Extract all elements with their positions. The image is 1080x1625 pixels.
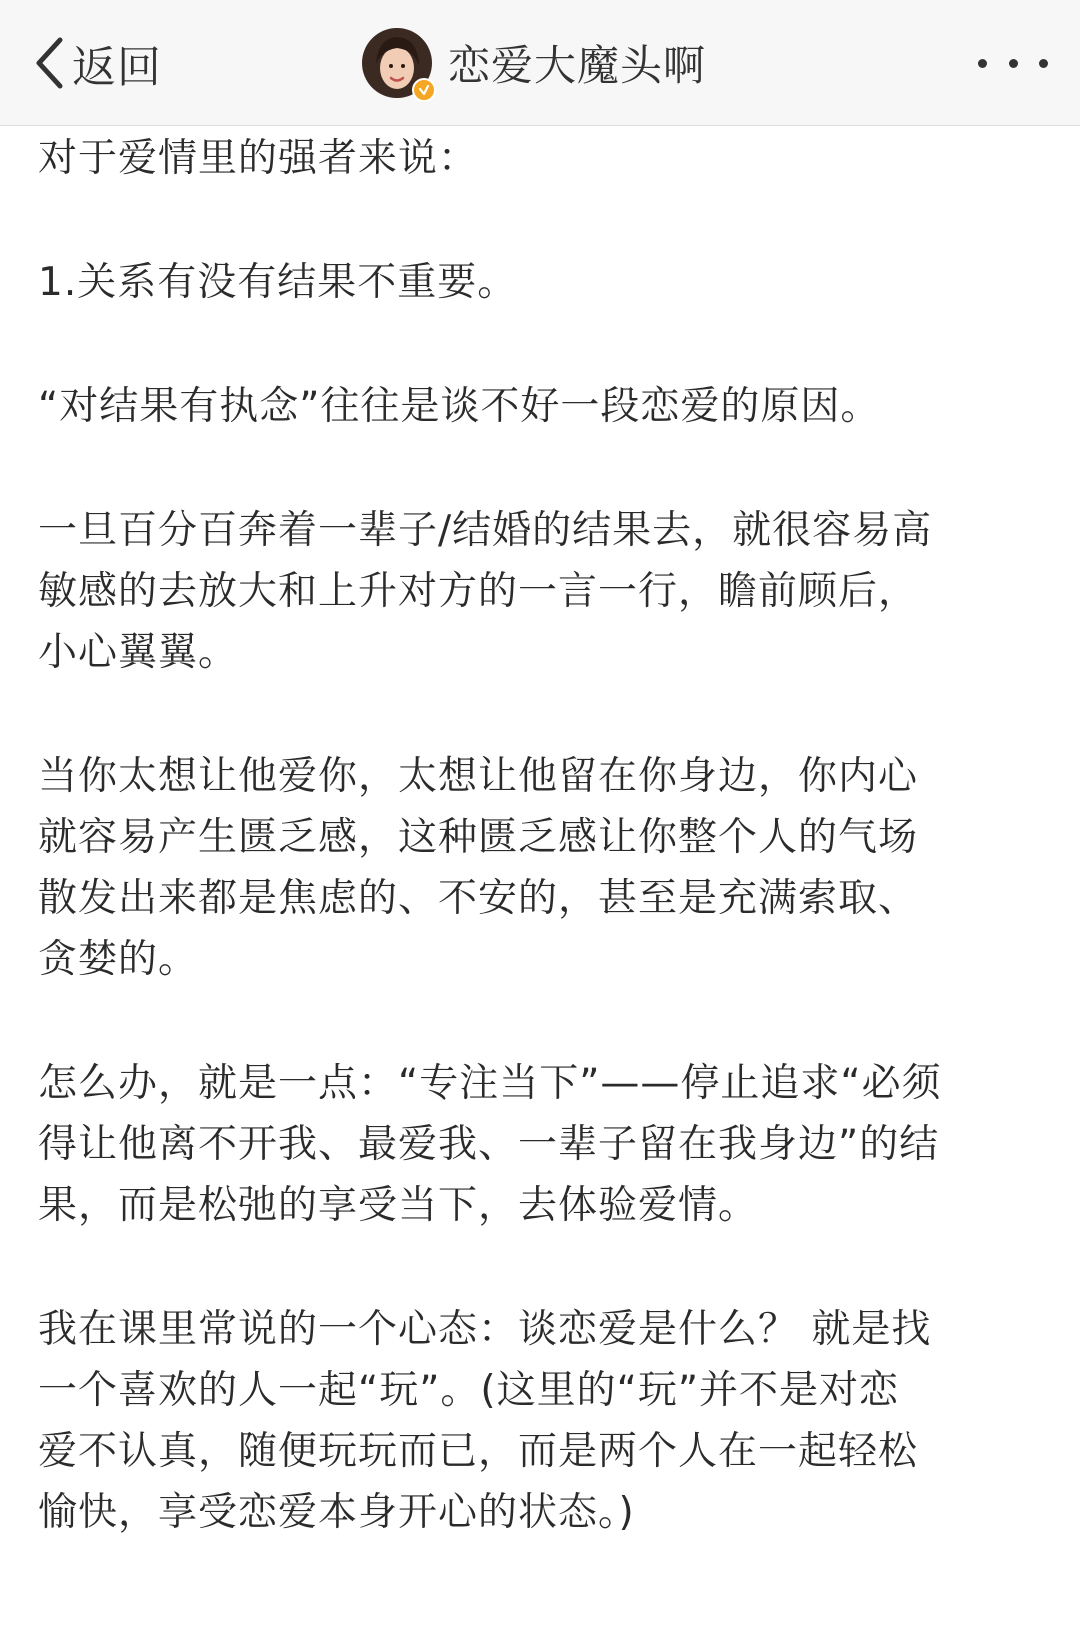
more-dot bbox=[978, 59, 987, 68]
post-paragraph: 1.关系有没有结果不重要。 bbox=[38, 260, 518, 305]
more-options-button[interactable] bbox=[978, 46, 1048, 80]
more-dot bbox=[1039, 59, 1048, 68]
post-paragraph: 当你太想让他爱你，太想让他留在你身边，你内心 就容易产生匮乏感，这种匮乏感让你整个人的气场 散发出来都是焦虑的、不安的，甚至是充满索取、 贪婪的。 bbox=[38, 754, 919, 982]
more-dot bbox=[1009, 59, 1018, 68]
post-paragraph: “对结果有执念”往往是谈不好一段恋爱的原因。 bbox=[38, 384, 881, 429]
back-label: 返回 bbox=[72, 42, 162, 93]
verified-badge-icon bbox=[412, 78, 436, 102]
post-paragraph: 怎么办，就是一点：“专注当下”——停止追求“必须 得让他离不开我、最爱我、一辈子留在我身边”的结 果，而是松弛的享受当下，去体验爱情。 bbox=[38, 1061, 942, 1228]
post-paragraph: 我在课里常说的一个心态：谈恋爱是什么？ 就是找 一个喜欢的人一起“玩”。(这里的“玩”并不是对恋 爱不认真，随便玩玩而已，而是两个人在一起轻松 愉快，享受恋爱本身开心的状态。) bbox=[38, 1307, 932, 1535]
post-paragraph: 一旦百分百奔着一辈子/结婚的结果去，就很容易高 敏感的去放大和上升对方的一言一行，瞻前顾后， 小心翼翼。 bbox=[38, 508, 933, 675]
top-nav-bar bbox=[0, 0, 1080, 126]
back-button[interactable] bbox=[30, 32, 162, 94]
avatar[interactable] bbox=[362, 28, 432, 98]
post-paragraph: 对于爱情里的强者来说： bbox=[38, 136, 479, 181]
username[interactable]: 恋爱大魔头啊 bbox=[448, 41, 707, 90]
post-body bbox=[38, 128, 1038, 1606]
chevron-left-icon bbox=[30, 32, 68, 94]
author-header[interactable] bbox=[362, 28, 706, 98]
